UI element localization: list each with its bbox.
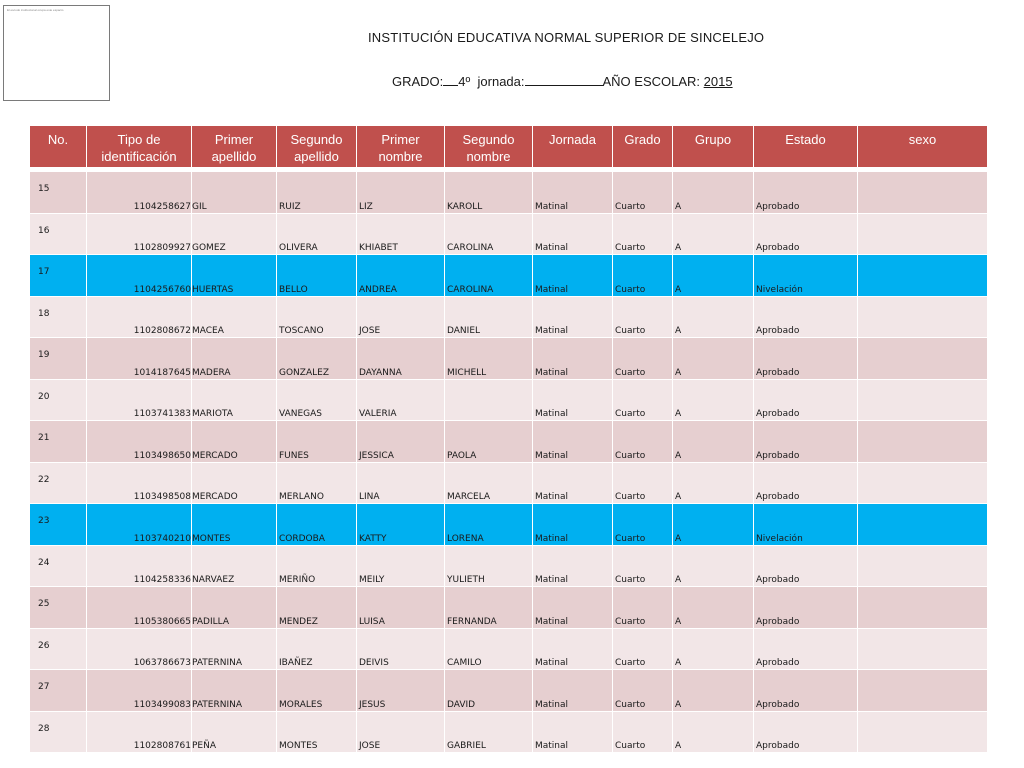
jornada-label: jornada: — [477, 74, 525, 89]
logo-note: El escudo institucional ocupa este espacio — [7, 8, 64, 12]
cell-primer-nombre: LIZ — [357, 172, 445, 214]
table-row — [30, 421, 988, 463]
cell-primer-apellido: PATERNINA — [192, 628, 277, 670]
cell-segundo-apellido: IBAÑEZ — [277, 628, 357, 670]
cell-no: 23 — [30, 504, 87, 546]
cell-jornada: Matinal — [533, 462, 613, 504]
cell-primer-apellido: MADERA — [192, 338, 277, 380]
cell-sexo — [858, 504, 988, 546]
cell-no: 20 — [30, 379, 87, 421]
cell-primer-nombre: MEILY — [357, 545, 445, 587]
cell-segundo-nombre: CAMILO — [445, 628, 533, 670]
cell-identificacion: 1063786673 — [87, 628, 192, 670]
cell-grado: Cuarto — [613, 172, 673, 214]
cell-sexo — [858, 628, 988, 670]
cell-primer-nombre: DAYANNA — [357, 338, 445, 380]
column-header-estado: Estado — [754, 126, 858, 168]
cell-grado: Cuarto — [613, 587, 673, 629]
cell-grado: Cuarto — [613, 462, 673, 504]
cell-grupo: A — [673, 628, 754, 670]
cell-segundo-nombre: CAROLINA — [445, 255, 533, 297]
cell-sexo — [858, 379, 988, 421]
cell-identificacion: 1102809927 — [87, 213, 192, 255]
anio-label: AÑO ESCOLAR: — [602, 74, 701, 89]
cell-segundo-apellido: GONZALEZ — [277, 338, 357, 380]
cell-jornada: Matinal — [533, 670, 613, 712]
cell-jornada: Matinal — [533, 379, 613, 421]
cell-sexo — [858, 421, 988, 463]
cell-jornada: Matinal — [533, 213, 613, 255]
cell-estado: Aprobado — [754, 379, 858, 421]
cell-identificacion: 1103499083 — [87, 670, 192, 712]
cell-segundo-nombre: CAROLINA — [445, 213, 533, 255]
cell-primer-nombre: ANDREA — [357, 255, 445, 297]
cell-primer-nombre: KHIABET — [357, 213, 445, 255]
cell-segundo-nombre: FERNANDA — [445, 587, 533, 629]
cell-jornada: Matinal — [533, 172, 613, 214]
cell-segundo-apellido: BELLO — [277, 255, 357, 297]
cell-segundo-apellido: MERLANO — [277, 462, 357, 504]
cell-grupo: A — [673, 462, 754, 504]
cell-identificacion: 1103740210 — [87, 504, 192, 546]
cell-grado: Cuarto — [613, 255, 673, 297]
cell-segundo-nombre — [445, 379, 533, 421]
cell-grado: Cuarto — [613, 670, 673, 712]
cell-primer-nombre: JESUS — [357, 670, 445, 712]
cell-grado: Cuarto — [613, 504, 673, 546]
cell-grupo: A — [673, 504, 754, 546]
cell-no: 21 — [30, 421, 87, 463]
table-row — [30, 504, 988, 546]
cell-estado: Aprobado — [754, 628, 858, 670]
cell-grupo: A — [673, 587, 754, 629]
cell-estado: Aprobado — [754, 338, 858, 380]
cell-grado: Cuarto — [613, 296, 673, 338]
cell-no: 19 — [30, 338, 87, 380]
table-row — [30, 255, 988, 297]
cell-segundo-apellido: OLIVERA — [277, 213, 357, 255]
cell-segundo-apellido: CORDOBA — [277, 504, 357, 546]
cell-no: 22 — [30, 462, 87, 504]
table-row — [30, 296, 988, 338]
cell-grupo: A — [673, 296, 754, 338]
cell-identificacion: 1014187645 — [87, 338, 192, 380]
cell-jornada: Matinal — [533, 338, 613, 380]
cell-grado: Cuarto — [613, 711, 673, 753]
cell-estado: Aprobado — [754, 670, 858, 712]
cell-primer-apellido: MACEA — [192, 296, 277, 338]
cell-sexo — [858, 172, 988, 214]
cell-jornada: Matinal — [533, 255, 613, 297]
cell-segundo-nombre: KAROLL — [445, 172, 533, 214]
cell-estado: Aprobado — [754, 587, 858, 629]
student-table — [29, 125, 988, 753]
cell-primer-apellido: PEÑA — [192, 711, 277, 753]
cell-primer-nombre: JOSE — [357, 296, 445, 338]
cell-identificacion: 1102808761 — [87, 711, 192, 753]
grado-blank — [443, 74, 458, 86]
cell-segundo-nombre: DAVID — [445, 670, 533, 712]
cell-sexo — [858, 255, 988, 297]
cell-segundo-nombre: LORENA — [445, 504, 533, 546]
cell-primer-apellido: MERCADO — [192, 421, 277, 463]
cell-grupo: A — [673, 379, 754, 421]
table-row — [30, 545, 988, 587]
cell-estado: Aprobado — [754, 462, 858, 504]
cell-no: 28 — [30, 711, 87, 753]
cell-segundo-nombre: MICHELL — [445, 338, 533, 380]
cell-estado: Nivelación — [754, 255, 858, 297]
cell-sexo — [858, 338, 988, 380]
cell-segundo-nombre: DANIEL — [445, 296, 533, 338]
cell-segundo-apellido: MERIÑO — [277, 545, 357, 587]
cell-primer-nombre: LUISA — [357, 587, 445, 629]
cell-primer-nombre: KATTY — [357, 504, 445, 546]
column-header-grupo: Grupo — [673, 126, 754, 168]
cell-sexo — [858, 213, 988, 255]
table-row — [30, 338, 988, 380]
cell-sexo — [858, 462, 988, 504]
document-subtitle — [392, 74, 733, 89]
cell-segundo-nombre: GABRIEL — [445, 711, 533, 753]
cell-estado: Nivelación — [754, 504, 858, 546]
cell-primer-nombre: VALERIA — [357, 379, 445, 421]
column-header-grado: Grado — [613, 126, 673, 168]
cell-sexo — [858, 711, 988, 753]
cell-no: 26 — [30, 628, 87, 670]
column-header-primer-nombre: Primer nombre — [357, 126, 445, 168]
cell-identificacion: 1104256760 — [87, 255, 192, 297]
cell-primer-apellido: HUERTAS — [192, 255, 277, 297]
cell-identificacion: 1102808672 — [87, 296, 192, 338]
cell-primer-nombre: JOSE — [357, 711, 445, 753]
cell-no: 16 — [30, 213, 87, 255]
cell-grado: Cuarto — [613, 421, 673, 463]
cell-no: 17 — [30, 255, 87, 297]
cell-grado: Cuarto — [613, 338, 673, 380]
cell-primer-apellido: MARIOTA — [192, 379, 277, 421]
table-row — [30, 462, 988, 504]
cell-jornada: Matinal — [533, 628, 613, 670]
cell-primer-apellido: GOMEZ — [192, 213, 277, 255]
cell-primer-apellido: PATERNINA — [192, 670, 277, 712]
column-header-jornada: Jornada — [533, 126, 613, 168]
cell-sexo — [858, 296, 988, 338]
cell-grupo: A — [673, 338, 754, 380]
cell-segundo-nombre: MARCELA — [445, 462, 533, 504]
jornada-blank — [525, 74, 603, 86]
table-row — [30, 213, 988, 255]
table-row — [30, 172, 988, 214]
cell-grado: Cuarto — [613, 628, 673, 670]
cell-primer-nombre: JESSICA — [357, 421, 445, 463]
cell-sexo — [858, 670, 988, 712]
cell-identificacion: 1104258627 — [87, 172, 192, 214]
cell-segundo-apellido: MENDEZ — [277, 587, 357, 629]
cell-segundo-nombre: PAOLA — [445, 421, 533, 463]
cell-sexo — [858, 587, 988, 629]
cell-identificacion: 1103741383 — [87, 379, 192, 421]
cell-identificacion: 1103498508 — [87, 462, 192, 504]
cell-segundo-apellido: FUNES — [277, 421, 357, 463]
cell-jornada: Matinal — [533, 587, 613, 629]
cell-jornada: Matinal — [533, 421, 613, 463]
cell-primer-apellido: MERCADO — [192, 462, 277, 504]
cell-estado: Aprobado — [754, 213, 858, 255]
table-row — [30, 379, 988, 421]
cell-primer-apellido: NARVAEZ — [192, 545, 277, 587]
cell-no: 27 — [30, 670, 87, 712]
cell-primer-nombre: DEIVIS — [357, 628, 445, 670]
cell-no: 15 — [30, 172, 87, 214]
cell-primer-apellido: PADILLA — [192, 587, 277, 629]
cell-estado: Aprobado — [754, 421, 858, 463]
table-row — [30, 628, 988, 670]
anio-value: 2015 — [703, 74, 733, 89]
column-header-segundo-nombre: Segundo nombre — [445, 126, 533, 168]
cell-grupo: A — [673, 545, 754, 587]
table-body — [30, 168, 988, 753]
cell-jornada: Matinal — [533, 711, 613, 753]
cell-segundo-apellido: MORALES — [277, 670, 357, 712]
cell-segundo-apellido: RUIZ — [277, 172, 357, 214]
table-row — [30, 670, 988, 712]
cell-grado: Cuarto — [613, 213, 673, 255]
logo-placeholder — [3, 5, 110, 101]
cell-grado: Cuarto — [613, 545, 673, 587]
cell-identificacion: 1103498650 — [87, 421, 192, 463]
cell-segundo-nombre: YULIETH — [445, 545, 533, 587]
cell-sexo — [858, 545, 988, 587]
grado-value: 4º — [458, 74, 471, 89]
cell-grupo: A — [673, 670, 754, 712]
cell-identificacion: 1104258336 — [87, 545, 192, 587]
cell-primer-nombre: LINA — [357, 462, 445, 504]
cell-grupo: A — [673, 711, 754, 753]
cell-segundo-apellido: VANEGAS — [277, 379, 357, 421]
cell-jornada: Matinal — [533, 296, 613, 338]
cell-no: 18 — [30, 296, 87, 338]
cell-grupo: A — [673, 421, 754, 463]
cell-grupo: A — [673, 213, 754, 255]
cell-no: 25 — [30, 587, 87, 629]
cell-estado: Aprobado — [754, 711, 858, 753]
table-row — [30, 711, 988, 753]
column-header-primer-apellido: Primer apellido — [192, 126, 277, 168]
cell-estado: Aprobado — [754, 296, 858, 338]
cell-grupo: A — [673, 172, 754, 214]
cell-identificacion: 1105380665 — [87, 587, 192, 629]
cell-grado: Cuarto — [613, 379, 673, 421]
cell-segundo-apellido: MONTES — [277, 711, 357, 753]
cell-estado: Aprobado — [754, 172, 858, 214]
cell-segundo-apellido: TOSCANO — [277, 296, 357, 338]
cell-primer-apellido: MONTES — [192, 504, 277, 546]
column-header-no: No. — [30, 126, 87, 168]
cell-no: 24 — [30, 545, 87, 587]
column-header-sexo: sexo — [858, 126, 988, 168]
cell-jornada: Matinal — [533, 504, 613, 546]
table-row — [30, 587, 988, 629]
cell-primer-apellido: GIL — [192, 172, 277, 214]
column-header-tipo-identificacion: Tipo de identificación — [87, 126, 192, 168]
column-header-segundo-apellido: Segundo apellido — [277, 126, 357, 168]
grado-label: GRADO: — [392, 74, 444, 89]
table-header-row — [30, 126, 988, 168]
document-title: INSTITUCIÓN EDUCATIVA NORMAL SUPERIOR DE SINCELEJO — [368, 30, 765, 45]
cell-estado: Aprobado — [754, 545, 858, 587]
cell-grupo: A — [673, 255, 754, 297]
cell-jornada: Matinal — [533, 545, 613, 587]
